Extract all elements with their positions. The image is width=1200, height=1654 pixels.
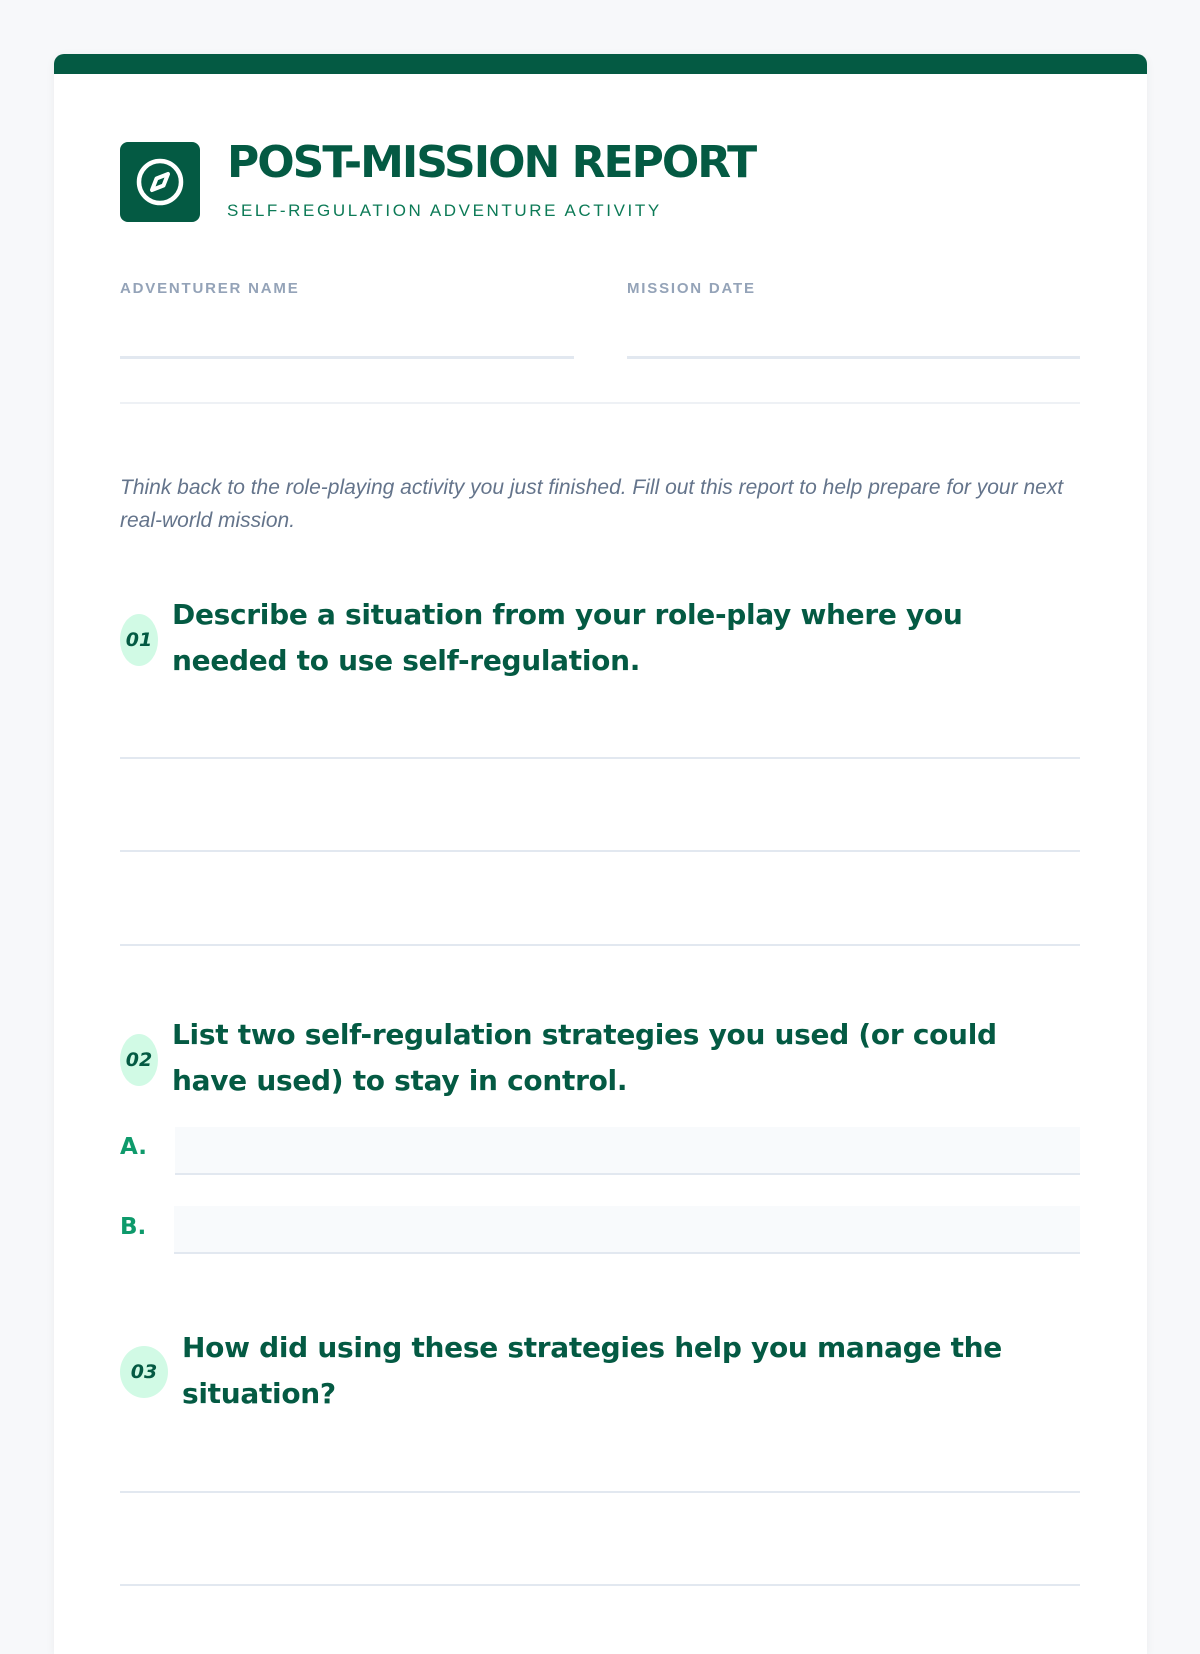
question-number-badge: 01 [120,614,158,666]
report-card [54,54,1147,1654]
option-a-label: A. [120,1134,147,1160]
page-subtitle: SELF-REGULATION ADVENTURE ACTIVITY [227,201,662,220]
question-number-badge: 02 [120,1034,158,1086]
answer-line[interactable] [120,944,1080,946]
mission-date-field[interactable] [627,356,1080,359]
strategy-a-input[interactable] [175,1127,1080,1175]
mission-date-label: MISSION DATE [627,280,756,297]
logo-badge [120,142,200,222]
compass-icon [135,157,185,207]
strategy-b-input[interactable] [174,1206,1080,1254]
page-title: POST-MISSION REPORT [227,137,756,188]
section-divider [120,402,1080,404]
question-1-text: Describe a situation from your role-play where you needed to use self-regulation. [172,598,963,677]
answer-line[interactable] [120,1491,1080,1493]
question-2-text: List two self-regulation strategies you used (or could have used) to stay in control. [172,1018,997,1097]
question-number-badge: 03 [120,1346,168,1398]
intro-text: Think back to the role-playing activity you just finished. Fill out this report to help prepare for your next real-world mission. [120,476,1064,532]
adventurer-name-field[interactable] [120,356,574,359]
adventurer-name-label: ADVENTURER NAME [120,280,300,297]
header-accent-bar [54,54,1147,74]
question-3-text: How did using these strategies help you manage the situation? [182,1331,1002,1410]
option-b-label: B. [120,1214,147,1240]
answer-line[interactable] [120,850,1080,852]
answer-line[interactable] [120,1584,1080,1586]
answer-line[interactable] [120,757,1080,759]
